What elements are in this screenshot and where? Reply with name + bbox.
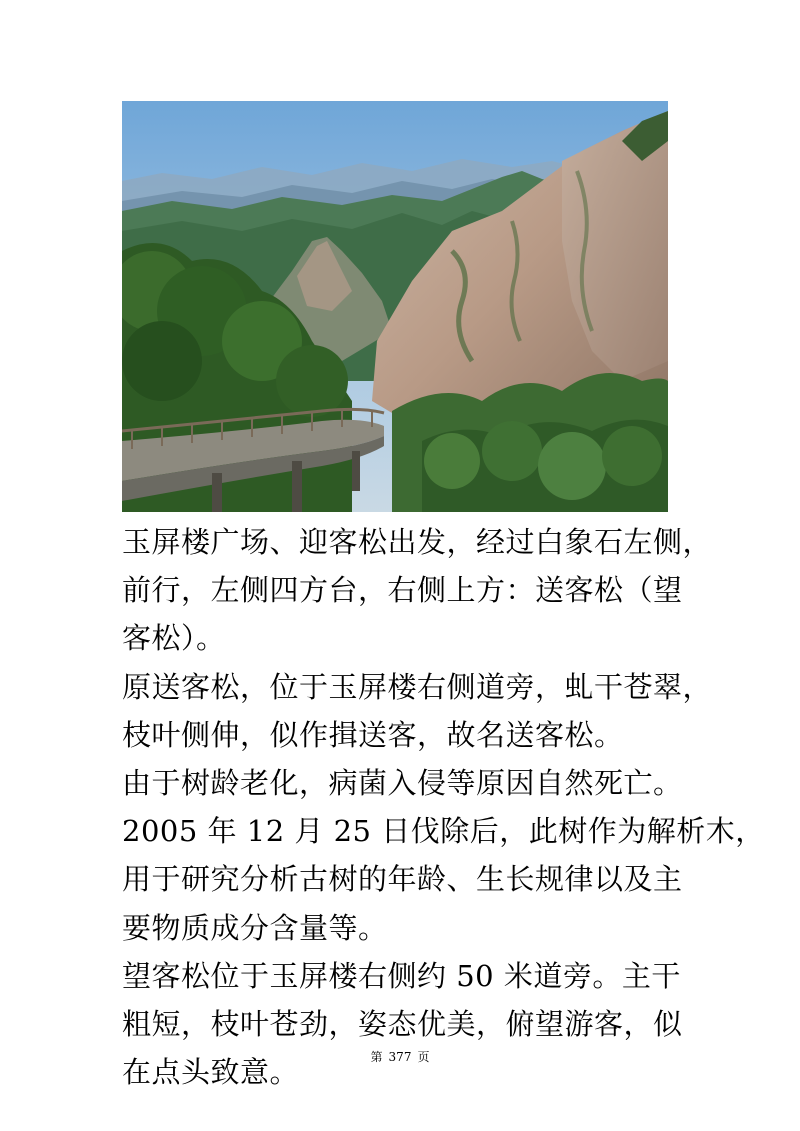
text-line: 原送客松，位于玉屏楼右侧道旁，虬干苍翠， — [122, 669, 713, 704]
text-line: 客松）。 — [122, 621, 226, 656]
page-number-value: 377 — [388, 1050, 412, 1064]
text-line: 望客松位于玉屏楼右侧约 50 米道旁。主干 — [122, 958, 681, 993]
text-line: 粗短，枝叶苍劲，姿态优美，俯望游客，似 — [122, 1006, 683, 1041]
page-number-prefix: 第 — [370, 1050, 383, 1064]
text-line: 2005 年 12 月 25 日伐除后，此树作为解析木， — [122, 814, 765, 849]
text-line: 在点头致意。 — [122, 1055, 300, 1090]
page-number-suffix: 页 — [417, 1050, 430, 1064]
text-line: 由于树龄老化，病菌入侵等原因自然死亡。 — [122, 765, 683, 800]
text-line: 枝叶侧伸，似作揖送客，故名送客松。 — [122, 717, 624, 752]
text-line: 用于研究分析古树的年龄、生长规律以及主 — [122, 862, 683, 897]
text-line: 前行，左侧四方台，右侧上方：送客松（望 — [122, 573, 683, 608]
body-text — [122, 518, 765, 1096]
mountain-photo — [122, 101, 668, 512]
text-line: 玉屏楼广场、迎客松出发，经过白象石左侧， — [122, 525, 713, 559]
text-line: 要物质成分含量等。 — [122, 910, 388, 945]
page-number — [0, 1048, 800, 1065]
